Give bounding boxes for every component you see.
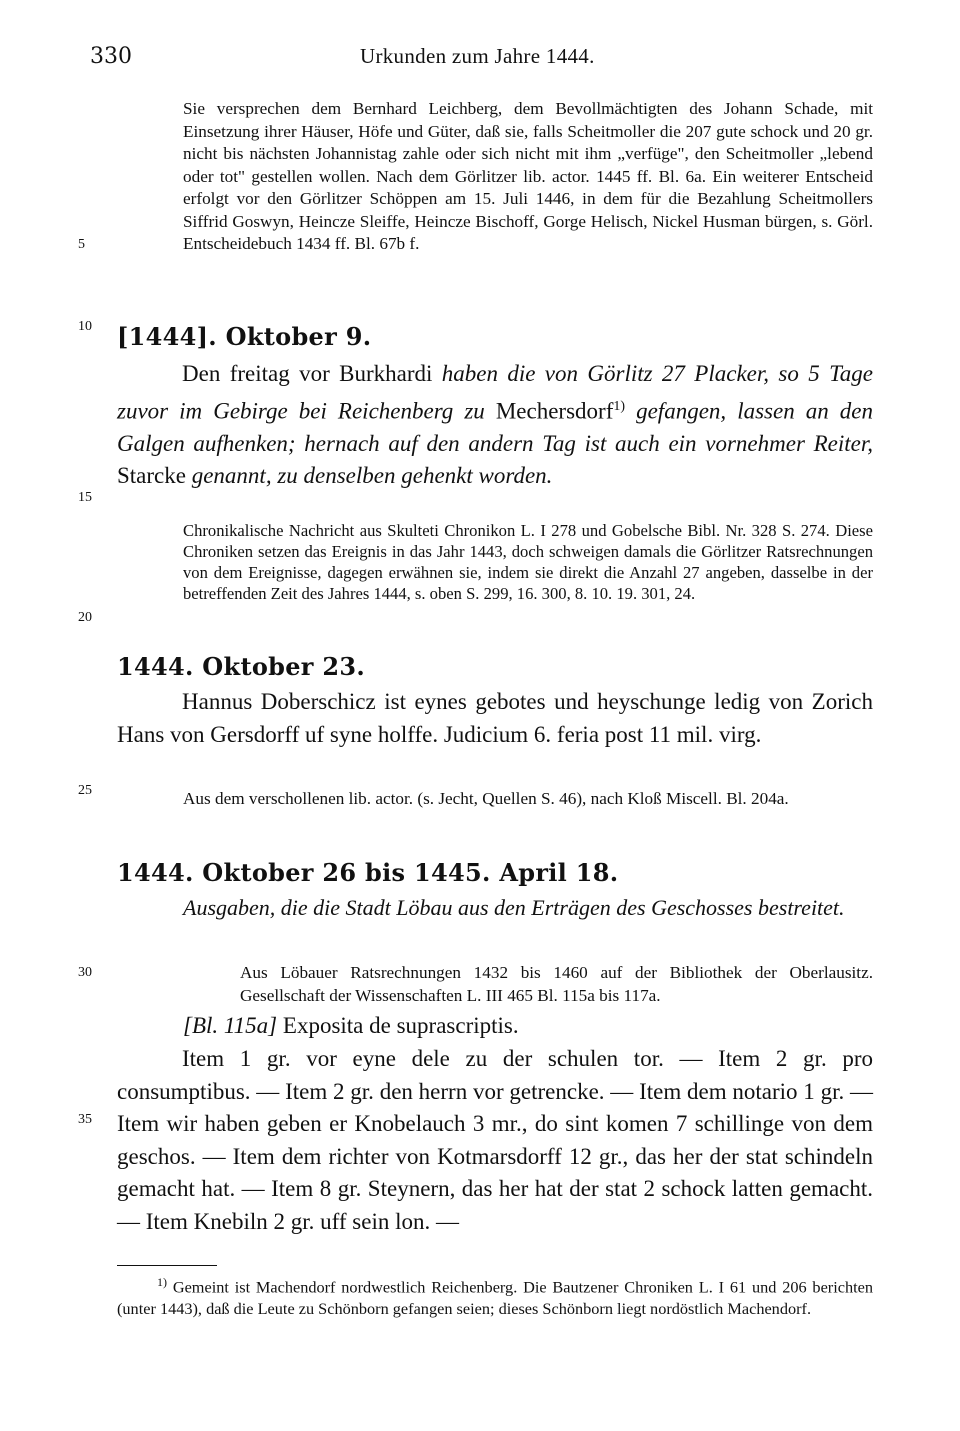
line-number: 5 [78,237,85,252]
running-title: Urkunden zum Jahre 1444. [360,44,595,68]
text-run: Mechersdorf [495,398,614,424]
text-run: Starcke [117,463,192,489]
entry-note-3 [240,962,873,1007]
footnote-text: Gemeint ist Machendorf nordwestlich Reichenberg. Die Bautzener Chroniken L. I 61 und 206 berichten (unter 1443), daß die Leute zu Schönborn gefangen seien; dieses Schönborn liegt nordöstlich Machendorf. [117,1277,874,1319]
footnote [117,1271,873,1320]
entry-note-1 [183,520,873,604]
entry-text-1 [117,358,873,493]
entry-text-2 [117,686,873,751]
line-number: 15 [78,490,92,505]
page-number: 330 [90,44,132,69]
entry-subtitle-3 [183,893,873,923]
line-number: 35 [78,1112,92,1127]
line-number: 30 [78,965,92,980]
footnote-mark: 1) [157,1275,167,1289]
text-run: gefangen, lassen an den Galgen aufhenken; hernach auf den andern Tag ist auch ein vornehmer Reiter, [117,398,874,456]
entry-note-1-text: Chronikalische Nachricht aus Skulteti Chronikon L. I 278 und Gobelsche Bibl. Nr. 328 S. 274. Diese Chroniken setzen das Ereignis in das Jahr 1443, doch schweigen damals die Görlitzer Ratsrechnungen von dem Ereignisse, dagegen erwähnen sie, indem sie direkt die Anzahl 27 angeben, dasselbe in der betreffenden Zeit des Jahres 1444, s. oben S. 299, 16. 300, 8. 10. 19. 301, 24. [183,521,873,603]
entry-note-2 [183,788,873,811]
entry-heading-3: 1444. Oktober 26 bis 1445. April 18. [117,858,619,887]
entry-text-1-paragraph [117,358,873,493]
line-number: 10 [78,319,92,334]
text-run: genannt, zu denselben gehenkt worden. [191,463,553,489]
line-number: 25 [78,783,92,798]
entry-heading-1: [1444]. Oktober 9. [117,322,372,351]
footnote-reference: 1) [613,398,626,414]
folio-reference: [Bl. 115a] [183,1013,278,1038]
entry-text-3-paragraph: Item 1 gr. vor eyne dele zu der schulen tor. — Item 2 gr. pro consumptibus. — Item 2 gr. den herrn vor getrencke. — Item dem notario 1 gr. — Item wir haben geben er Knobelauch 3 mr., do sint komen 7 schillinge von dem geschos. — Item dem richter von Kotmarsdorff 12 gr., das her der stat schindeln gemacht hat. — Item 8 gr. Steynern, das her hat der stat 2 schock latten gemacht. — Item Knebiln 2 gr. uff sein lon. — [117,1046,873,1234]
line-number: 20 [78,610,92,625]
entry-heading-2: 1444. Oktober 23. [117,652,366,681]
entry-folio-line-3 [183,1010,873,1043]
entry-subtitle-3-text: Ausgaben, die die Stadt Löbau aus den Erträgen des Geschosses bestreitet. [183,895,845,920]
page-header [90,44,880,84]
intro-note [183,98,873,256]
text-run: Den freitag vor Burkhardi [182,361,442,386]
entry-note-2-text: Aus dem verschollenen lib. actor. (s. Jecht, Quellen S. 46), nach Kloß Miscell. Bl. 204a. [183,789,789,808]
folio-first-line: Exposita de suprascriptis. [282,1013,519,1038]
intro-note-text: Sie versprechen dem Bernhard Leichberg, dem Bevollmächtigten des Johann Schade, mit Einsetzung ihrer Häuser, Höfe und Güter, daß sie, falls Scheitmoller die 207 gute schock und 20 gr. nicht bis nächsten Johannistag zahle oder sich nicht mit ihm „verfüge", den Scheitmoller „lebend oder tot" gestellen wollen. Nach dem Görlitzer lib. actor. 1445 ff. Bl. 6a. Ein weiterer Entscheid erfolgt vor den Görlitzer Schöppen am 15. Juli 1446, in dem für die Bezahlung Scheitmollers Siffrid Goswyn, Heincze Sleiffe, Heincze Bischoff, Gorge Helisch, Nickel Husman bürgen, s. Görl. Entscheidebuch 1434 ff. Bl. 67b f. [183,99,873,253]
entry-text-2-paragraph: Hannus Doberschicz ist eynes gebotes und heyschunge ledig von Zorich Hans von Gersdorff uf syne holffe. Judicium 6. feria post 11 mil. virg. [117,689,873,747]
text-run: haben die von Görlitz 27 Placker, so 5 Tage zuvor im Gebirge bei Reichenberg zu [117,361,873,424]
entry-text-3 [117,1043,873,1238]
entry-note-3-text: Aus Löbauer Ratsrechnungen 1432 bis 1460 auf der Bibliothek der Oberlausitz. Gesellschaft der Wissenschaften L. III 465 Bl. 115a bis 117a. [240,963,873,1005]
footnote-rule [117,1265,217,1266]
